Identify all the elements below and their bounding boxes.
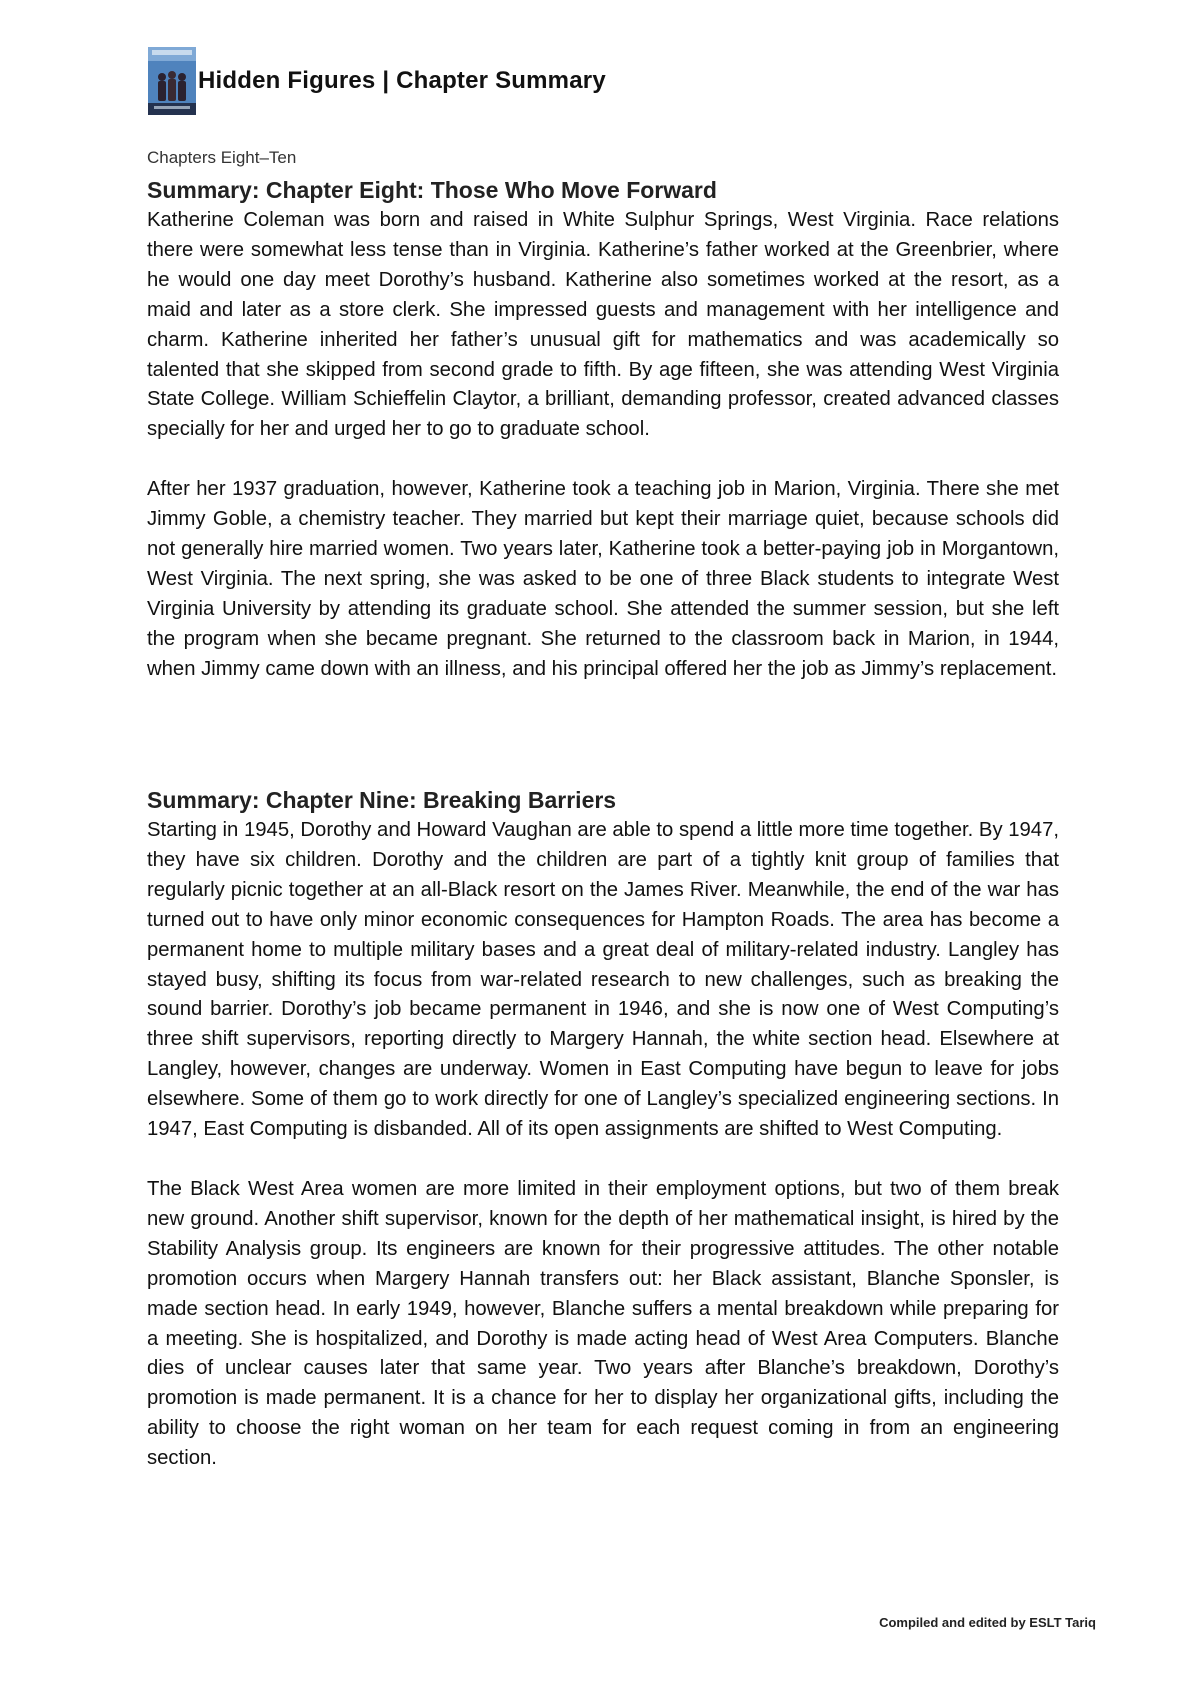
paragraph: After her 1937 graduation, however, Katherine took a teaching job in Marion, Virginia. There she met Jimmy Goble, a chemistry teacher. They married but kept their marriage quiet, because schools did not generally hire married women. Two years later, Katherine took a better-paying job in Morgantown, West Virginia. The next spring, she was asked to be one of three Black students to integrate West Virginia University by attending its graduate school. She attended the summer session, but she left the program when she became pregnant. She returned to the classroom back in Marion, in 1944, when Jimmy came down with an illness, and his principal offered her the job as Jimmy’s replacement. — [147, 478, 1059, 680]
paragraph: Katherine Coleman was born and raised in White Sulphur Springs, West Virginia. Race relations there were somewhat less tense than in Virginia. Katherine’s father worked at the Greenbrier, where he would one day meet Dorothy’s husband. Katherine also sometimes worked at the resort, as a maid and later as a store clerk. She impressed guests and management with her intelligence and charm. Katherine inherited her father’s unusual gift for mathematics and was academically so talented that she skipped from second grade to fifth. By age fifteen, she was attending West Virginia State College. William Schieffelin Claytor, a brilliant, demanding professor, created advanced classes specially for her and urged her to go to graduate school. — [147, 209, 1059, 441]
section-heading: Summary: Chapter Nine: Breaking Barriers — [147, 787, 617, 813]
document-header — [148, 47, 606, 115]
chapter-range-subtitle: Chapters Eight–Ten — [147, 148, 297, 167]
chapter-eight-section — [147, 174, 1059, 685]
paragraph: The Black West Area women are more limited in their employment options, but two of them break new ground. Another shift supervisor, known for the depth of her mathematical insight, is hired by the Stability Analysis group. Its engineers are known for their progressive attitudes. The other notable promotion occurs when Margery Hannah transfers out: her Black assistant, Blanche Sponsler, is made section head. In early 1949, however, Blanche suffers a mental breakdown while preparing for a meeting. She is hospitalized, and Dorothy is made acting head of West Area Computers. Blanche dies of unclear causes later that same year. Two years after Blanche’s breakdown, Dorothy’s promotion is made permanent. It is a chance for her to display her organizational gifts, including the ability to choose the right woman on her team for each request coming in from an engineering section. — [147, 1177, 1059, 1470]
section-heading: Summary: Chapter Eight: Those Who Move Forward — [147, 177, 717, 203]
chapter-nine-section — [147, 784, 1059, 1474]
document-title: Hidden Figures | Chapter Summary — [198, 67, 606, 94]
footer-credit: Compiled and edited by ESLT Tariq — [879, 1615, 1096, 1630]
book-cover-icon — [148, 47, 196, 115]
paragraph: Starting in 1945, Dorothy and Howard Vaughan are able to spend a little more time together. By 1947, they have six children. Dorothy and the children are part of a tightly knit group of families that regularly picnic together at an all-Black resort on the James River. Meanwhile, the end of the war has turned out to have only minor economic consequences for Hampton Roads. The area has become a permanent home to multiple military bases and a great deal of military-related industry. Langley has stayed busy, shifting its focus from war-related research to new challenges, such as breaking the sound barrier. Dorothy’s job became permanent in 1946, and she is now one of West Computing’s three shift supervisors, reporting directly to Margery Hannah, the white section head. Elsewhere at Langley, however, changes are underway. Women in East Computing have begun to leave for jobs elsewhere. Some of them go to work directly for one of Langley’s specialized engineering sections. In 1947, East Computing is disbanded. All of its open assignments are shifted to West Computing. — [147, 819, 1059, 1141]
